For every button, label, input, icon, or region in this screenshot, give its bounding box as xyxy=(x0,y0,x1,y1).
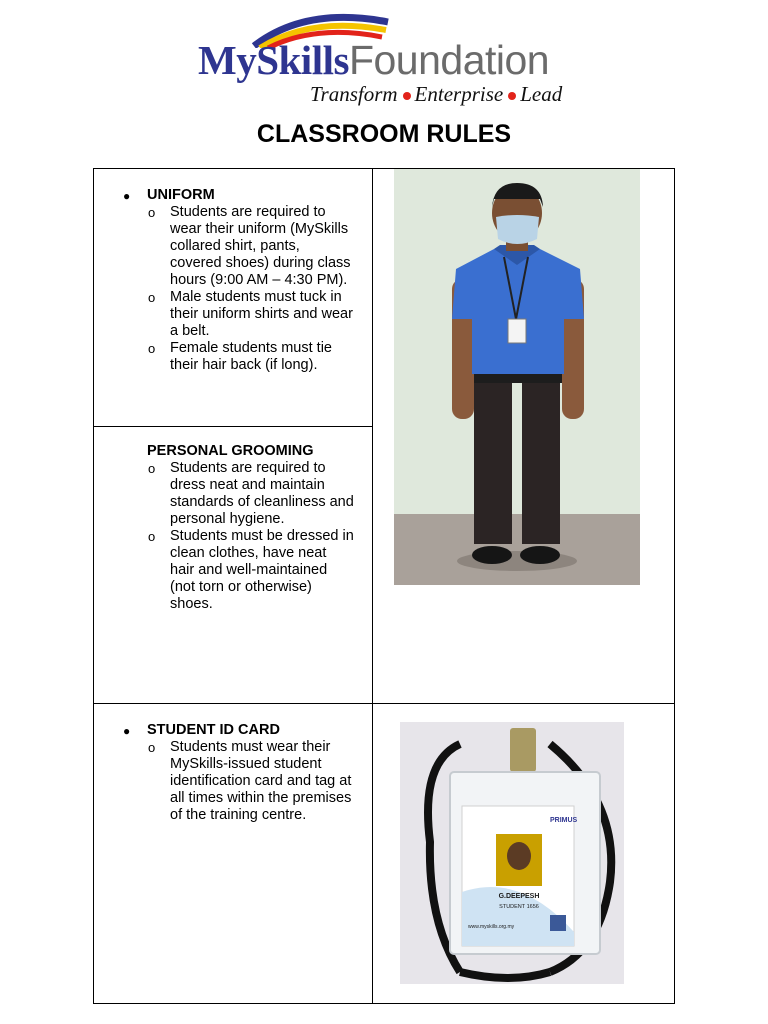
brand-part2: Foundation xyxy=(348,37,550,83)
tagline-dot-icon xyxy=(403,92,411,100)
rules-row-uniform xyxy=(94,169,675,427)
list-item: o Students must be dressed in clean clothes, have neat hair and well-maintained (not torn or otherwise) shoes. xyxy=(170,528,354,613)
uniform-cell xyxy=(94,169,373,427)
id-card-list xyxy=(170,739,354,824)
uniform-heading: UNIFORM xyxy=(147,187,215,203)
uniform-photo-cell xyxy=(373,169,675,704)
tagline-dot-icon xyxy=(508,92,516,100)
brand-part1: MySkills xyxy=(198,37,349,83)
id-card-cell xyxy=(94,704,373,1004)
grooming-list xyxy=(170,460,354,613)
rules-table xyxy=(93,168,675,1004)
student-id-card-photo xyxy=(400,722,624,984)
id-card-heading: STUDENT ID CARD xyxy=(147,722,280,738)
list-item: o Students must wear their MySkills-issued student identification card and tag at all times within the premises of the training centre. xyxy=(170,739,354,824)
tagline-lead: Lead xyxy=(520,82,563,106)
list-item: o Female students must tie their hair back (if long). xyxy=(170,340,354,374)
id-card-photo-cell xyxy=(373,704,675,1004)
card-website: www.myskills.org.my xyxy=(468,924,515,930)
logo-brand xyxy=(198,36,549,84)
card-role: STUDENT 1656 xyxy=(499,904,539,910)
tagline-enterprise: Enterprise xyxy=(414,82,504,106)
student-uniform-photo xyxy=(394,169,640,585)
grooming-cell xyxy=(94,427,373,704)
page-title: CLASSROOM RULES xyxy=(256,120,512,148)
card-partner: PRIMUS xyxy=(550,817,578,824)
list-item: o Male students must tuck in their uniform shirts and wear a belt. xyxy=(170,289,354,340)
logo-tagline xyxy=(310,82,562,107)
list-item: o Students are required to dress neat and maintain standards of cleanliness and personal hygiene. xyxy=(170,460,354,528)
card-name: G.DEEPESH xyxy=(498,893,540,900)
tagline-transform: Transform xyxy=(310,82,398,106)
rules-row-id-card xyxy=(94,704,675,1004)
bullet-icon: ● xyxy=(123,724,131,738)
list-item: o Students are required to wear their uniform (MySkills collared shirt, pants, covered shoes) during class hours (9:00 AM – 4:30 PM). xyxy=(170,204,354,289)
grooming-heading: PERSONAL GROOMING xyxy=(147,443,314,459)
myskills-logo xyxy=(198,8,578,104)
uniform-list xyxy=(170,204,354,374)
bullet-icon: ● xyxy=(123,189,131,203)
